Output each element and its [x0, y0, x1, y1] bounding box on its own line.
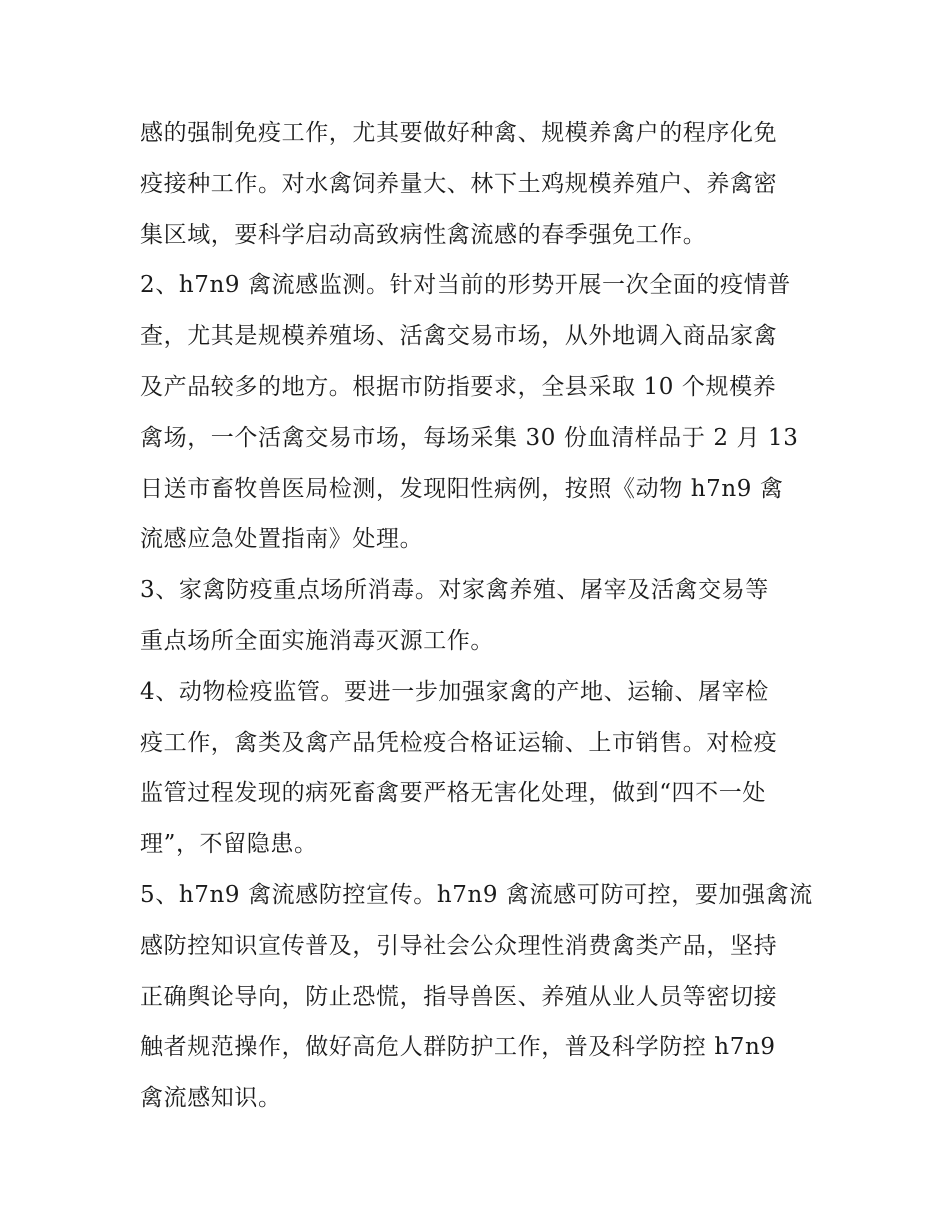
text-line: 查，尤其是规模养殖场、活禽交易市场，从外地调入商品家禽	[140, 323, 778, 350]
text-line: 监管过程发现的病死畜禽要严格无害化处理，做到“四不一处	[140, 780, 766, 807]
text-line: 禽流感知识。	[140, 1085, 282, 1112]
text-line: 疫工作，禽类及禽产品凭检疫合格证运输、上市销售。对检疫	[140, 729, 778, 756]
text-line: 禽场，一个活禽交易市场，每场采集 30 份血清样品于 2 月 13	[140, 424, 799, 451]
text-line: 重点场所全面实施消毒灭源工作。	[140, 627, 494, 654]
text-line: 及产品较多的地方。根据市防指要求，全县采取 10 个规模养	[140, 373, 777, 400]
text-line: 感防控知识宣传普及，引导社会公众理性消费禽类产品，坚持	[140, 932, 778, 959]
text-line: 正确舆论导向，防止恐慌，指导兽医、养殖从业人员等密切接	[140, 983, 778, 1010]
text-line: 集区域，要科学启动高致病性禽流感的春季强免工作。	[140, 221, 707, 248]
text-line: 疫接种工作。对水禽饲养量大、林下土鸡规模养殖户、养禽密	[140, 170, 778, 197]
text-line: 理”，不留隐患。	[140, 831, 318, 858]
text-line: 2、h7n9 禽流感监测。针对当前的形势开展一次全面的疫情普	[140, 272, 791, 299]
text-line: 触者规范操作，做好高危人群防护工作，普及科学防控 h7n9	[140, 1034, 776, 1061]
text-line: 日送市畜牧兽医局检测，发现阳性病例，按照《动物 h7n9 禽	[140, 475, 784, 502]
text-line: 3、家禽防疫重点场所消毒。对家禽养殖、屠宰及活禽交易等	[140, 577, 769, 604]
text-line: 4、动物检疫监管。要进一步加强家禽的产地、运输、屠宰检	[140, 678, 769, 705]
document-body	[140, 108, 820, 1124]
text-line: 流感应急处置指南》处理。	[140, 526, 424, 553]
text-line: 感的强制免疫工作，尤其要做好种禽、规模养禽户的程序化免	[140, 120, 778, 146]
text-line: 5、h7n9 禽流感防控宣传。h7n9 禽流感可防可控，要加强禽流	[140, 881, 813, 908]
